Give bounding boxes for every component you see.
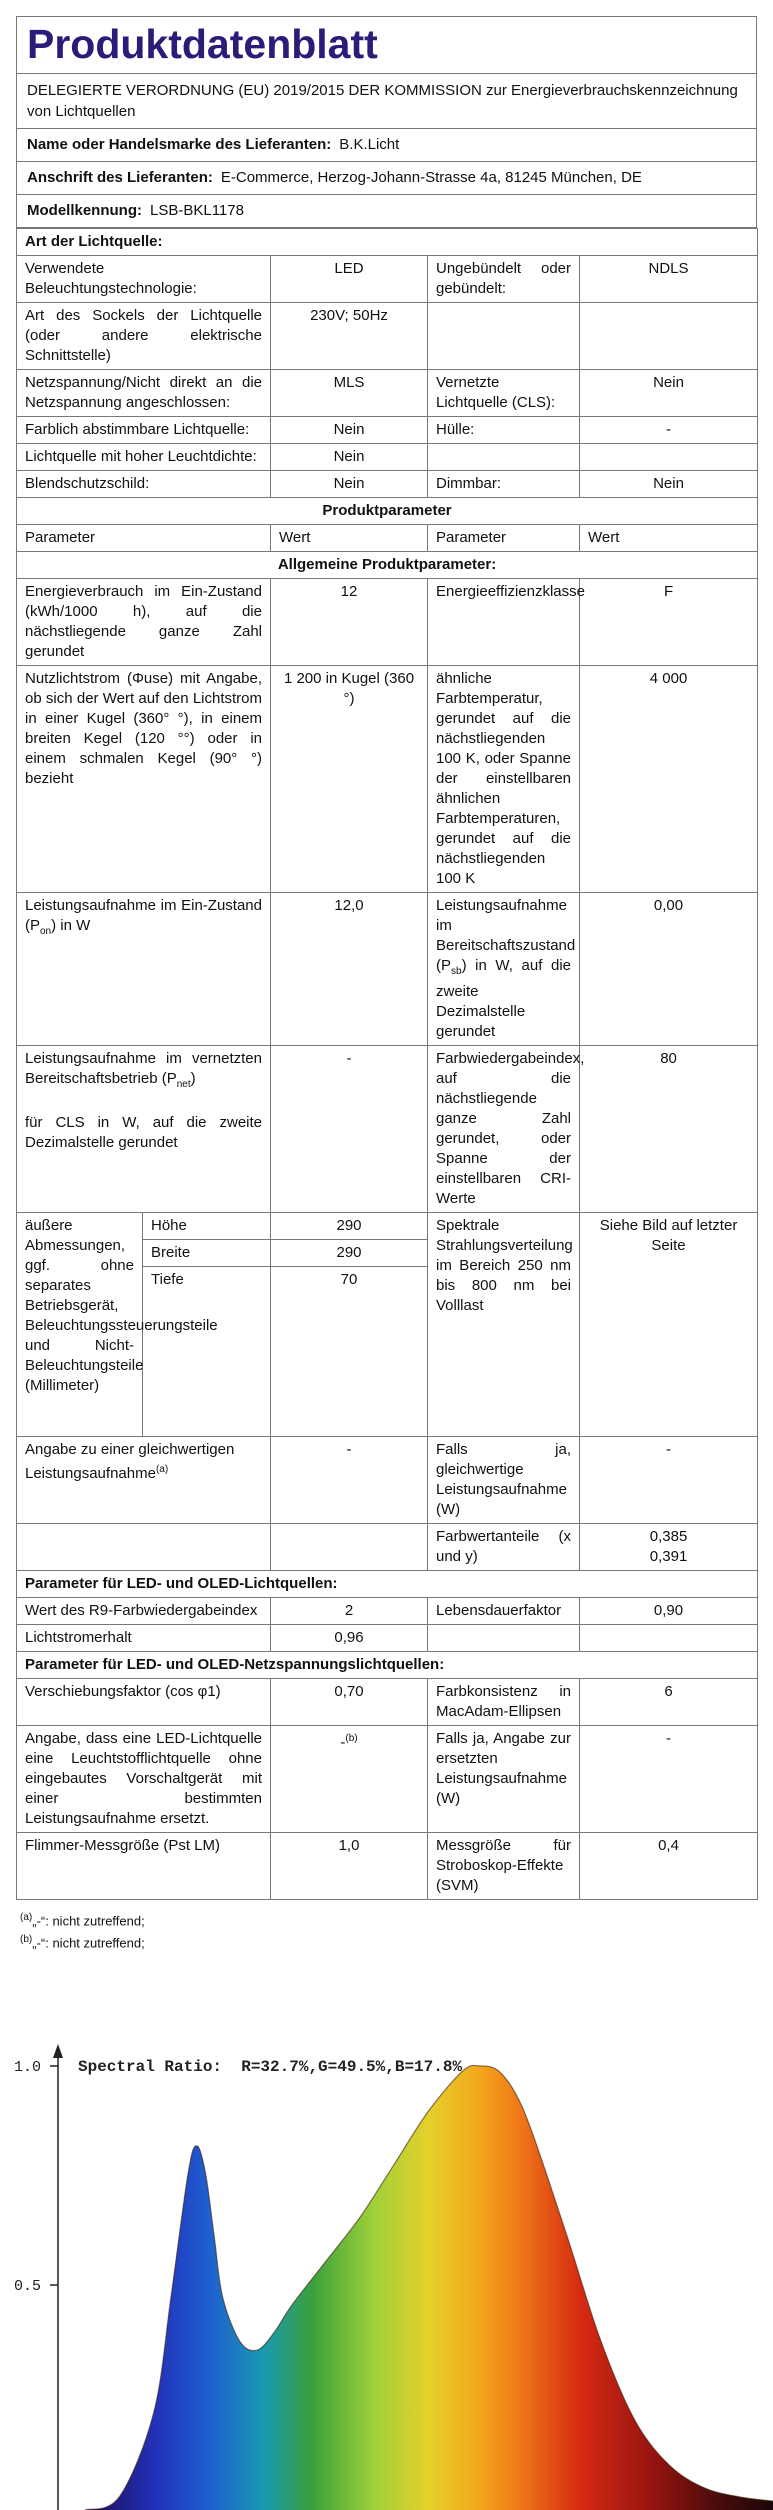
param-value: 6 [580, 1679, 758, 1726]
spectrum-area [85, 2065, 773, 2510]
param-value: Nein [271, 444, 428, 471]
height-value: 290 [271, 1213, 428, 1240]
param-label: Blendschutzschild: [17, 471, 271, 498]
param-label: Verschiebungsfaktor (cos φ1) [17, 1679, 271, 1726]
param-value: - [271, 1437, 428, 1524]
footnote-text: „-“: nicht zutreffend; [32, 1913, 145, 1929]
param-label [17, 1437, 271, 1524]
model-row [16, 195, 757, 228]
param-value: F [580, 579, 758, 666]
param-value [580, 1524, 758, 1571]
label-sub: on [40, 926, 52, 937]
param-value: MLS [271, 370, 428, 417]
regulation-intro: DELEGIERTE VERORDNUNG (EU) 2019/2015 DER KOMMISSION zur Energieverbrauchskennzeichnung von Lichtquellen [16, 74, 757, 129]
param-value: 0,96 [271, 1625, 428, 1652]
col-value: Wert [580, 525, 758, 552]
y-tick-label: 0.5 [14, 2278, 42, 2295]
param-value: 0,00 [580, 893, 758, 1046]
label-sub: sb [451, 966, 462, 977]
y-tick-label: 1.0 [14, 2059, 42, 2076]
param-value: 0,4 [580, 1833, 758, 1900]
dimensions-label: äußere Abmessungen, ggf. ohne separates Betriebsgerät, Beleuchtungssteuerungsteile und Nicht-Beleuchtungsteile (Millimeter) [17, 1213, 143, 1437]
param-value: 4 000 [580, 666, 758, 893]
param-label: Farbkonsistenz in MacAdam-Ellipsen [428, 1679, 580, 1726]
table-row [17, 1524, 758, 1571]
param-label: Lichtquelle mit hoher Leuchtdichte: [17, 444, 271, 471]
supplier-name-label: Name oder Handelsmarke des Lieferanten: [27, 136, 332, 153]
label-text: ) in W [51, 917, 91, 934]
chart-title: Spectral Ratio: R=32.7%,G=49.5%,B=17.8% [78, 2058, 463, 2076]
param-value [580, 303, 758, 370]
footnote [20, 1930, 753, 1952]
height-label: Höhe [143, 1213, 271, 1240]
param-label: Nutzlichtstrom (Φuse) mit Angabe, ob sich der Wert auf den Lichtstrom in einer Kugel (360° °), in einem breiten Kegel (120 °°) oder in einem schmalen Kegel (90° °) bezieht [17, 666, 271, 893]
table-row [17, 1046, 758, 1213]
param-value: 0,90 [580, 1598, 758, 1625]
table-row [17, 370, 758, 417]
table-row [17, 893, 758, 1046]
param-label: Lebensdauerfaktor [428, 1598, 580, 1625]
footnotes [16, 1900, 757, 1953]
footnote-mark: (b) [20, 1934, 33, 1946]
param-label: Falls ja, Angabe zur ersetzten Leistungsaufnahme (W) [428, 1726, 580, 1833]
supplier-address-row [16, 162, 757, 195]
param-label: Angabe, dass eine LED-Lichtquelle eine Leuchtstofflichtquelle ohne eingebautes Vorschaltgerät mit einer bestimmten Leistungsaufnahme ersetzt. [17, 1726, 271, 1833]
param-label [428, 444, 580, 471]
param-label: Hülle: [428, 417, 580, 444]
label-text: Leistungsaufnahme im vernetzten Bereitschaftsbetrieb (P [25, 1050, 262, 1087]
col-param: Parameter [17, 525, 271, 552]
param-value: Nein [580, 471, 758, 498]
label-text: Leistungsaufnahme im Ein-Zustand (P [25, 897, 262, 934]
label-text: für CLS in W, auf die zweite Dezimalstelle gerundet [25, 1114, 262, 1151]
table-row [17, 579, 758, 666]
param-label: Dimmbar: [428, 471, 580, 498]
param-label: Verwendete Beleuchtungstechnologie: [17, 256, 271, 303]
param-value: 1 200 in Kugel (360 °) [271, 666, 428, 893]
param-value [580, 444, 758, 471]
param-value: Nein [271, 471, 428, 498]
footnote-text: „-“: nicht zutreffend; [32, 1935, 145, 1951]
col-value: Wert [271, 525, 428, 552]
param-value: Siehe Bild auf letzter Seite [580, 1213, 758, 1437]
param-label [17, 893, 271, 1046]
table-row [17, 303, 758, 370]
label-text: Angabe zu einer gleichwertigen Leistungsaufnahme [25, 1441, 235, 1482]
footnote [20, 1908, 753, 1930]
table-row [17, 1598, 758, 1625]
param-label: Ungebündelt oder gebündelt: [428, 256, 580, 303]
param-label: ähnliche Farbtemperatur, gerundet auf die nächstliegenden 100 K, oder Spanne der einstellbaren ähnlichen Farbtemperaturen, gerundet auf die nächstliegenden 100 K [428, 666, 580, 893]
empty-cell [428, 1625, 580, 1652]
param-label: Farbwertanteile (x und y) [428, 1524, 580, 1571]
param-label [428, 303, 580, 370]
label-text: ) [190, 1070, 196, 1087]
param-value: - [271, 1046, 428, 1213]
spectral-chart [0, 2040, 773, 2510]
column-header-row [17, 525, 758, 552]
param-label: Farblich abstimmbare Lichtquelle: [17, 417, 271, 444]
footnote-mark: (a) [155, 1464, 169, 1475]
depth-label: Tiefe [143, 1267, 271, 1437]
page-title: Produktdatenblatt [16, 16, 757, 74]
value-text: - [340, 1734, 346, 1751]
table-row [17, 444, 758, 471]
param-value: 2 [271, 1598, 428, 1625]
param-label: Spektrale Strahlungsverteilung im Bereich 250 nm bis 800 nm bei Volllast [428, 1213, 580, 1437]
param-label: Falls ja, gleichwertige Leistungsaufnahme (W) [428, 1437, 580, 1524]
param-value: - [580, 1726, 758, 1833]
table-row [17, 1213, 758, 1240]
param-value: NDLS [580, 256, 758, 303]
table-row [17, 417, 758, 444]
param-label: Wert des R9-Farbwiedergabeindex [17, 1598, 271, 1625]
param-value: Nein [580, 370, 758, 417]
table-row [17, 1437, 758, 1524]
param-value [271, 1726, 428, 1833]
empty-cell [17, 1524, 271, 1571]
empty-cell [580, 1625, 758, 1652]
model-label: Modellkennung: [27, 202, 142, 219]
param-value: 230V; 50Hz [271, 303, 428, 370]
general-params-header: Allgemeine Produktparameter: [17, 552, 758, 579]
product-params-header: Produktparameter [17, 498, 758, 525]
param-value: - [580, 1437, 758, 1524]
footnote-mark: (a) [20, 1912, 33, 1923]
param-value: LED [271, 256, 428, 303]
param-label: Lichtstromerhalt [17, 1625, 271, 1652]
model-id: LSB-BKL1178 [150, 202, 244, 219]
table-row [17, 1833, 758, 1900]
mls-params-header: Parameter für LED- und OLED-Netzspannungslichtquellen: [17, 1652, 758, 1679]
parameter-table [16, 228, 758, 1900]
table-row [17, 1726, 758, 1833]
empty-cell [271, 1524, 428, 1571]
label-sub: net [176, 1079, 191, 1090]
label-text: ) in W, auf die zweite Dezimalstelle gerundet [436, 957, 571, 1040]
param-label: Vernetzte Lichtquelle (CLS): [428, 370, 580, 417]
param-value: 12,0 [271, 893, 428, 1046]
supplier-address: E-Commerce, Herzog-Johann-Strasse 4a, 81245 München, DE [220, 169, 642, 186]
param-label: Energieeffizienzklasse [428, 579, 580, 666]
supplier-name-row [16, 129, 757, 162]
param-label [428, 893, 580, 1046]
table-row [17, 666, 758, 893]
param-value: 1,0 [271, 1833, 428, 1900]
datasheet [16, 16, 757, 1953]
param-label: Energieverbrauch im Ein-Zustand (kWh/1000 h), auf die nächstliegende ganze Zahl gerundet [17, 579, 271, 666]
table-row [17, 256, 758, 303]
table-row [17, 471, 758, 498]
param-value: 12 [271, 579, 428, 666]
supplier-address-label: Anschrift des Lieferanten: [27, 169, 213, 186]
param-value: 80 [580, 1046, 758, 1213]
supplier-name: B.K.Licht [339, 136, 400, 153]
param-value: 0,70 [271, 1679, 428, 1726]
chroma-x: 0,385 [649, 1528, 688, 1545]
table-row [17, 1625, 758, 1652]
table-row [17, 1679, 758, 1726]
param-label: Messgröße für Stroboskop-Effekte (SVM) [428, 1833, 580, 1900]
param-label: Farbwiedergabeindex, auf die nächstliegende ganze Zahl gerundet, oder Spanne der einstellbaren CRI-Werte [428, 1046, 580, 1213]
param-label [17, 1046, 271, 1213]
type-header: Art der Lichtquelle: [17, 229, 758, 256]
width-value: 290 [271, 1240, 428, 1267]
chroma-y: 0,391 [649, 1548, 688, 1565]
param-value: - [580, 417, 758, 444]
footnote-mark: (b) [345, 1733, 358, 1744]
y-axis-arrow [53, 2044, 63, 2058]
depth-value: 70 [271, 1267, 428, 1437]
label-text: Leistungsaufnahme im Bereitschaftszustand (P [436, 897, 576, 974]
param-label: Netzspannung/Nicht direkt an die Netzspannung angeschlossen: [17, 370, 271, 417]
led-params-header: Parameter für LED- und OLED-Lichtquellen: [17, 1571, 758, 1598]
col-param: Parameter [428, 525, 580, 552]
param-label: Art des Sockels der Lichtquelle (oder andere elektrische Schnittstelle) [17, 303, 271, 370]
param-value: Nein [271, 417, 428, 444]
param-label: Flimmer-Messgröße (Pst LM) [17, 1833, 271, 1900]
width-label: Breite [143, 1240, 271, 1267]
